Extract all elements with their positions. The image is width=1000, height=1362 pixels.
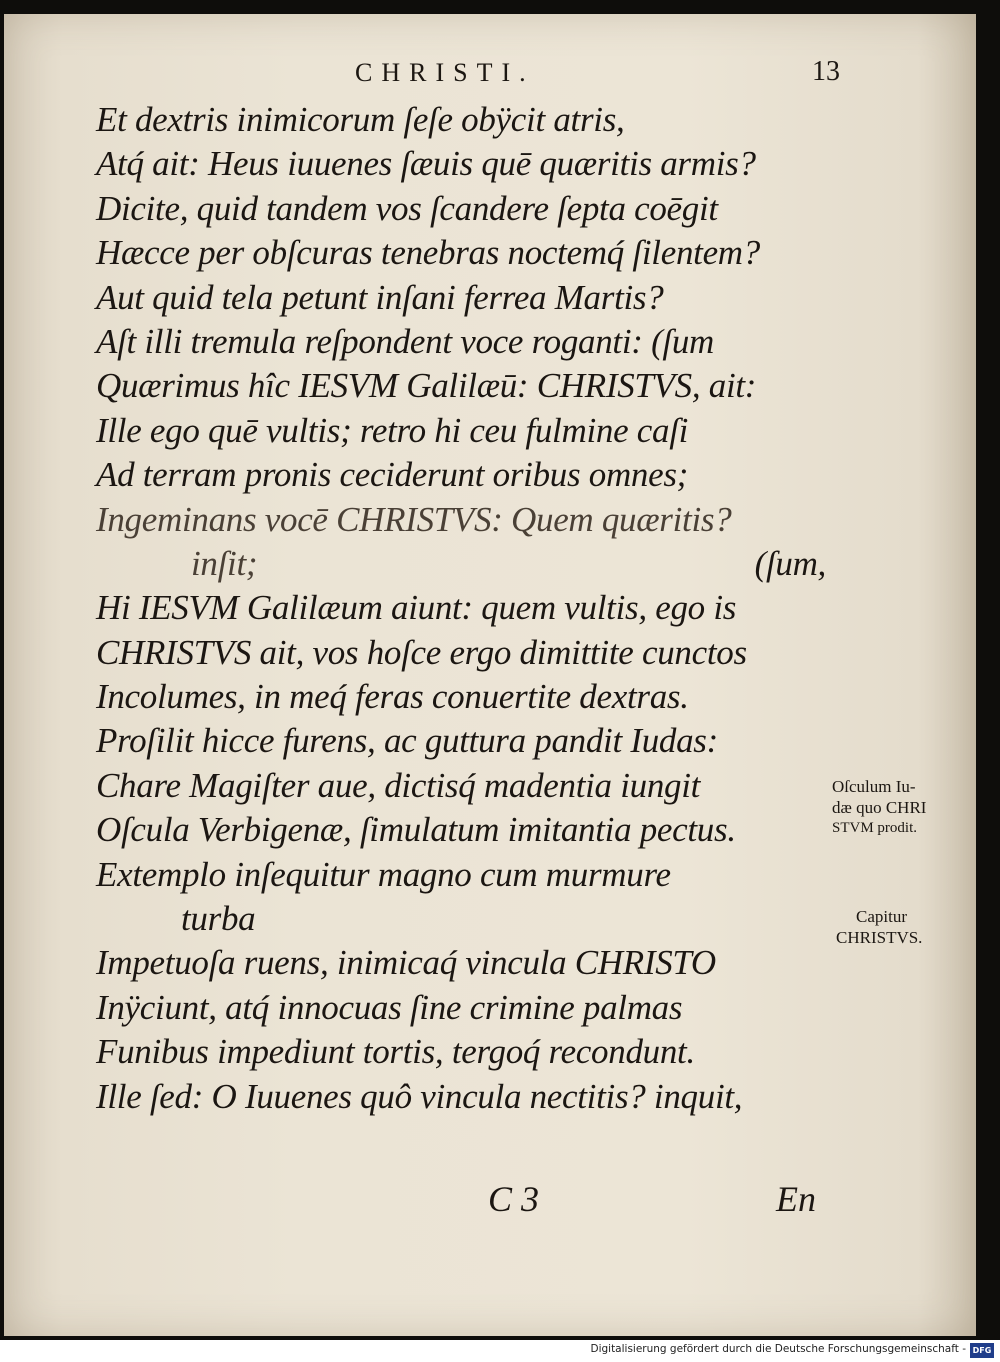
page-number: 13 — [812, 56, 840, 87]
verse-line: Ille ego quē vultis; retro hi ceu fulmine caſi — [96, 410, 689, 450]
verse-line: Hæcce per obſcuras tenebras noctemq́ ſilentem? — [96, 233, 760, 273]
verse-line: Oſcula Verbigenæ, ſimulatum imitantia pectus. — [96, 810, 736, 850]
running-head: CHRISTI. — [355, 58, 535, 87]
note-line: Oſculum Iu- — [832, 777, 916, 796]
marginal-note-osculum — [832, 776, 926, 839]
verse-line: Hi IESVM Galilæum aiunt: quem vultis, ego is — [96, 588, 737, 628]
marginal-note-capitur — [836, 906, 922, 948]
note-line: CHRISTVS. — [836, 928, 923, 947]
verse-line: Proſilit hicce furens, ac guttura pandit Iudas: — [96, 721, 718, 761]
verse-line-turnover — [96, 542, 836, 586]
verse-line: Et dextris inimicorum ſeſe obÿcit atris, — [96, 100, 625, 139]
note-line: Capitur — [856, 907, 907, 926]
note-line: dæ quo CHRI — [832, 798, 927, 817]
turnover-left: inſit; — [191, 543, 258, 583]
verse-line: Aſt illi tremula reſpondent voce roganti: (ſum — [96, 321, 715, 361]
note-line: STVM prodit. — [832, 820, 918, 836]
turnover-left: turba — [181, 899, 256, 939]
verse-line-turnover — [96, 897, 836, 941]
catchword: En — [776, 1179, 816, 1219]
turnover-right: (ſum, — [754, 543, 826, 583]
verse-line: Quærimus hîc IESVM Galilæū: CHRISTVS, ait: — [96, 366, 757, 406]
verse-line: Ingeminans vocē CHRISTVS: Quem quæritis? — [96, 499, 732, 539]
verse-line: Aut quid tela petunt inſani ferrea Martis? — [96, 277, 664, 317]
credit-bar — [0, 1340, 1000, 1362]
verse-line: Impetuoſa ruens, inimicaq́ vincula CHRISTO — [96, 943, 716, 983]
verse-line: Ad terram pronis ceciderunt oribus omnes; — [96, 455, 689, 495]
verse-line: Dicite, quid tandem vos ſcandere ſepta coēgit — [96, 188, 718, 228]
verse-line: Incolumes, in meq́ feras conuertite dextras. — [96, 677, 689, 717]
verse-line: Extemplo inſequitur magno cum murmure — [96, 854, 671, 894]
verse-line: CHRISTVS ait, vos hoſce ergo dimittite cunctos — [96, 632, 747, 672]
verse-line: Ille ſed: O Iuuenes quô vincula nectitis? inquit, — [96, 1076, 743, 1116]
signature-mark: C 3 — [488, 1179, 540, 1219]
page-header — [0, 58, 1000, 88]
dfg-logo-icon: DFG — [970, 1343, 994, 1358]
verse-line: Funibus impediunt tortis, tergoq́ recondunt. — [96, 1032, 695, 1072]
verse-line: Inÿciunt, atq́ innocuas ſine crimine palmas — [96, 987, 683, 1027]
verse-line: Chare Magiſter aue, dictisq́ madentia iungit — [96, 765, 701, 805]
funding-credit: Digitalisierung gefördert durch die Deutsche Forschungsgemeinschaft - — [590, 1343, 966, 1355]
poem-text — [96, 98, 836, 1119]
verse-line: Atq́ ait: Heus iuuenes ſæuis quē quæritis armis? — [96, 144, 756, 184]
